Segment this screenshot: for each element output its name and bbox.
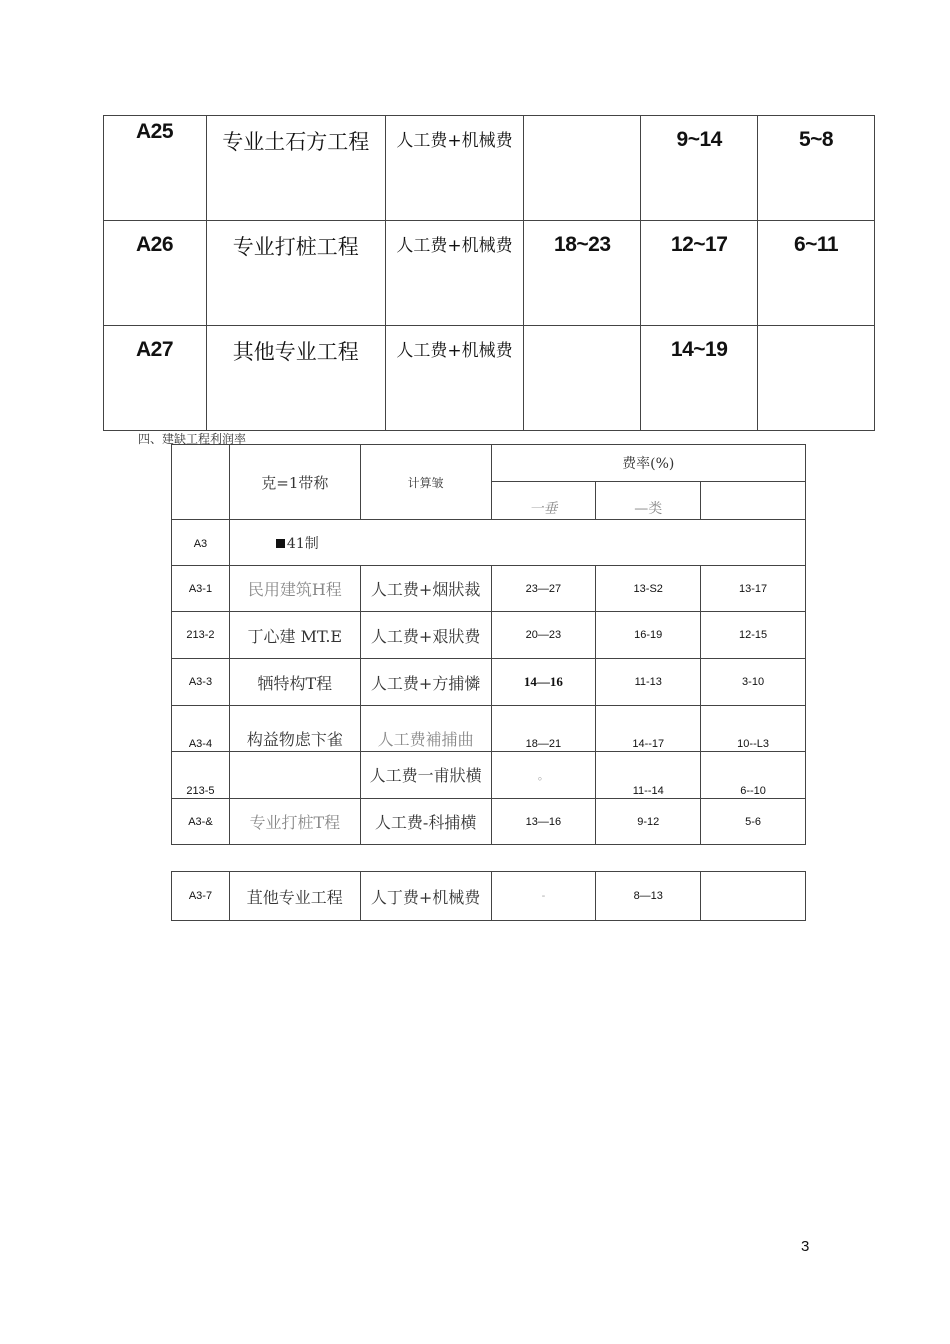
row-rate-2: 9~14 bbox=[641, 116, 758, 221]
table-row bbox=[172, 659, 806, 706]
row-base: 人丁费+机械费 bbox=[360, 872, 491, 921]
row-rate-2: 11--14 bbox=[596, 752, 701, 799]
row-rate-3: 5-6 bbox=[701, 799, 806, 845]
row-base: 人工费-科捕横 bbox=[360, 799, 491, 845]
row-base: 人工费一甫狀横 bbox=[360, 752, 491, 799]
row-rate-2: 11-13 bbox=[596, 659, 701, 706]
row-base: 人工费+机械费 bbox=[385, 221, 524, 326]
row-code: A3-3 bbox=[172, 659, 230, 706]
row-rate-1 bbox=[524, 326, 641, 431]
row-name: 专业打桩工程 bbox=[206, 221, 385, 326]
row-rate-2: 8—13 bbox=[596, 872, 701, 921]
row-name: 丁心建 MT.E bbox=[229, 612, 360, 659]
row-rate-3: 5~8 bbox=[758, 116, 875, 221]
group-row bbox=[172, 520, 806, 566]
section-title: 四、建缺工程利润率 bbox=[138, 432, 247, 446]
header-name: 克=1带称 bbox=[229, 445, 360, 520]
row-name: 牺特构T程 bbox=[229, 659, 360, 706]
table-row bbox=[172, 752, 806, 799]
row-name: 专业打桩T程 bbox=[229, 799, 360, 845]
header-base: 计算皱 bbox=[360, 445, 491, 520]
row-code: A25 bbox=[104, 116, 207, 221]
group-code: A3 bbox=[172, 520, 230, 566]
table-row bbox=[104, 116, 875, 221]
row-name: 苴他专业工程 bbox=[229, 872, 360, 921]
row-rate-2: 12~17 bbox=[641, 221, 758, 326]
row-code: A27 bbox=[104, 326, 207, 431]
group-label-cell bbox=[229, 520, 805, 566]
row-name: 民用建筑H程 bbox=[229, 566, 360, 612]
row-rate-3: 13-17 bbox=[701, 566, 806, 612]
row-code: A3-& bbox=[172, 799, 230, 845]
group-label: 41制 bbox=[286, 535, 319, 552]
row-name bbox=[229, 752, 360, 799]
row-rate-1: 18—21 bbox=[491, 706, 596, 752]
row-rate-1: 23—27 bbox=[491, 566, 596, 612]
row-name: 构益物虑卞雀 bbox=[229, 706, 360, 752]
row-rate-3: 6~11 bbox=[758, 221, 875, 326]
row-rate-2: 13-S2 bbox=[596, 566, 701, 612]
row-rate-3 bbox=[758, 326, 875, 431]
row-code: 213-5 bbox=[172, 752, 230, 799]
header-sub-1: 一垂 bbox=[491, 482, 596, 520]
table-row bbox=[104, 221, 875, 326]
fee-table-top bbox=[103, 115, 875, 431]
row-base: 人工费+机械费 bbox=[385, 326, 524, 431]
row-base: 人工费+艰狀费 bbox=[360, 612, 491, 659]
profit-rate-table-continued bbox=[171, 871, 806, 921]
row-rate-2: 9-12 bbox=[596, 799, 701, 845]
table-row bbox=[172, 872, 806, 921]
row-rate-1: - bbox=[491, 872, 596, 921]
row-rate-1: 20—23 bbox=[491, 612, 596, 659]
row-base: 人工费補捕曲 bbox=[360, 706, 491, 752]
row-rate-3: 6--10 bbox=[701, 752, 806, 799]
row-rate-1 bbox=[524, 116, 641, 221]
row-rate-1: 18~23 bbox=[524, 221, 641, 326]
header-rate: 费率(%) bbox=[491, 445, 805, 482]
row-code: 213-2 bbox=[172, 612, 230, 659]
row-rate-1: 。 bbox=[491, 752, 596, 799]
row-rate-1: 14—16 bbox=[491, 659, 596, 706]
row-rate-2: 14--17 bbox=[596, 706, 701, 752]
row-rate-3 bbox=[701, 872, 806, 921]
header-row bbox=[172, 445, 806, 482]
row-rate-3: 3-10 bbox=[701, 659, 806, 706]
table-row bbox=[172, 706, 806, 752]
header-sub-2: —类 bbox=[596, 482, 701, 520]
row-base: 人工费+烟狀裁 bbox=[360, 566, 491, 612]
table-row bbox=[172, 612, 806, 659]
row-rate-3: 10--L3 bbox=[701, 706, 806, 752]
row-rate-1: 13—16 bbox=[491, 799, 596, 845]
row-base: 人工费+机械费 bbox=[385, 116, 524, 221]
row-name: 专业土石方工程 bbox=[206, 116, 385, 221]
row-code: A3-4 bbox=[172, 706, 230, 752]
row-rate-2: 16-19 bbox=[596, 612, 701, 659]
table-row bbox=[104, 326, 875, 431]
row-base: 人工费+方捕憐 bbox=[360, 659, 491, 706]
row-rate-3: 12-15 bbox=[701, 612, 806, 659]
header-code bbox=[172, 445, 230, 520]
row-code: A3-1 bbox=[172, 566, 230, 612]
table-row bbox=[172, 566, 806, 612]
header-sub-3 bbox=[701, 482, 806, 520]
page-number: 3 bbox=[801, 1238, 810, 1255]
table-row bbox=[172, 799, 806, 845]
profit-rate-table bbox=[171, 444, 806, 845]
row-code: A26 bbox=[104, 221, 207, 326]
row-code: A3-7 bbox=[172, 872, 230, 921]
row-rate-2: 14~19 bbox=[641, 326, 758, 431]
square-bullet-icon bbox=[276, 539, 285, 548]
row-name: 其他专业工程 bbox=[206, 326, 385, 431]
